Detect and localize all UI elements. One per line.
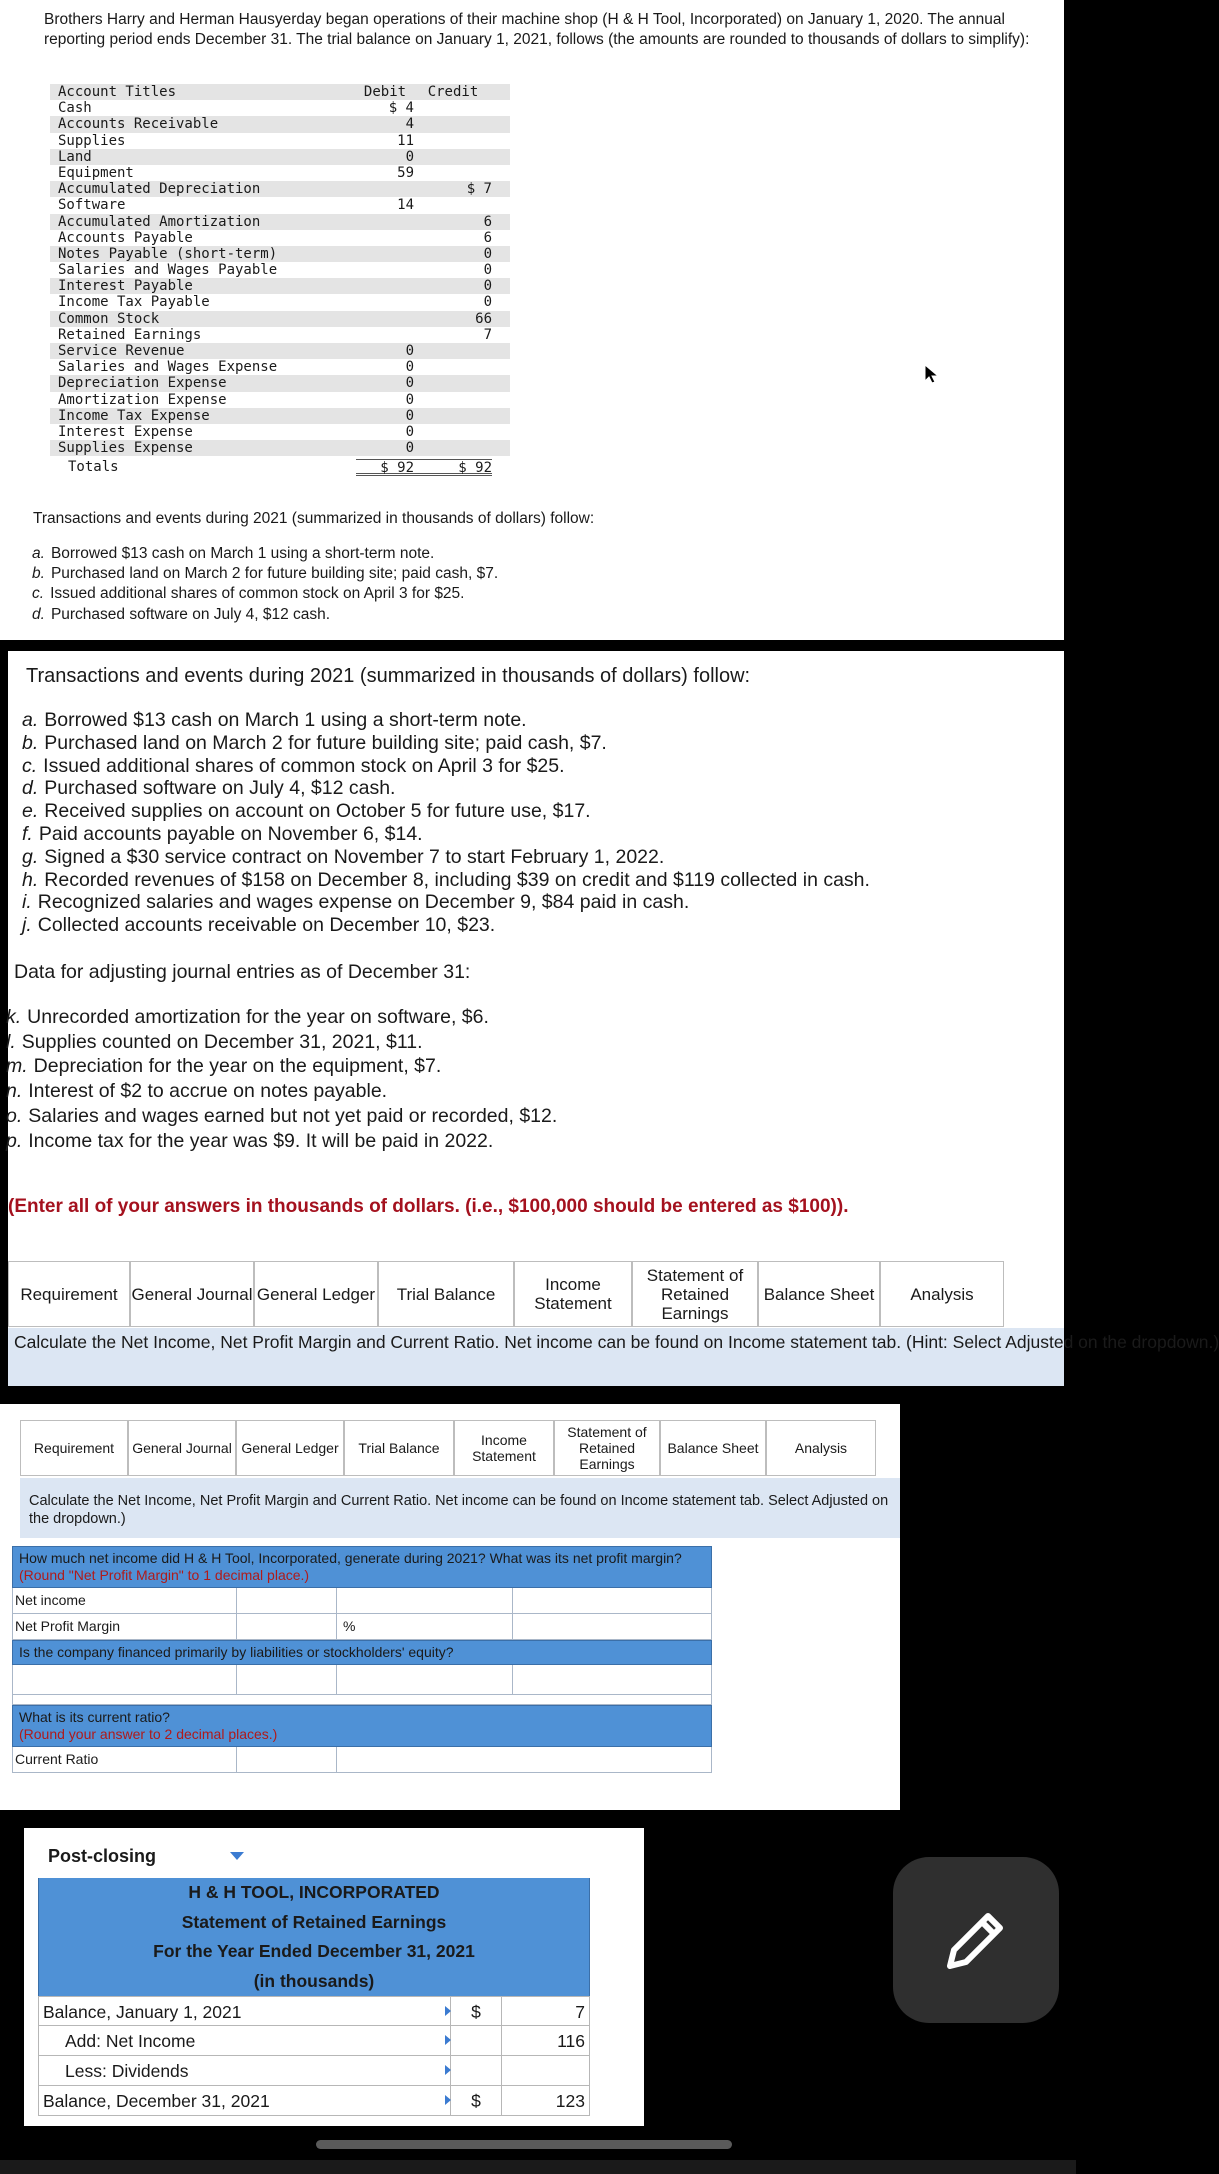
- list-item-key: b.: [32, 565, 45, 583]
- list-item-text: Received supplies on account on October 5 for future use, $17.: [44, 800, 591, 823]
- current-ratio-label: Current Ratio: [15, 1751, 99, 1767]
- list-item-text: Issued additional shares of common stock on April 3 for $25.: [43, 754, 565, 777]
- company-name: H & H TOOL, INCORPORATED: [38, 1878, 590, 1908]
- credit-amount: [414, 343, 492, 359]
- trial-balance-row: [50, 246, 510, 262]
- net-income-input[interactable]: [237, 1588, 336, 1613]
- credit-amount: 0: [483, 278, 492, 295]
- list-item-key: a.: [32, 545, 45, 562]
- list-item-text: Issued additional shares of common stock on April 3 for $25.: [50, 585, 465, 603]
- account-title: Amortization Expense: [58, 391, 227, 408]
- statement-row-value[interactable]: 7: [501, 1997, 589, 2025]
- trial-balance-row: [50, 278, 510, 294]
- home-indicator: [316, 2140, 732, 2149]
- credit-amount: 66: [475, 310, 492, 327]
- list-item-text: Salaries and wages earned but not yet paid or recorded, $12.: [28, 1104, 558, 1127]
- statement-period: For the Year Ended December 31, 2021: [38, 1937, 590, 1967]
- tab-income-statement[interactable]: Income Statement: [454, 1420, 554, 1476]
- statement-of-retained-earnings: [38, 1878, 590, 2116]
- trial-balance-row: [50, 311, 510, 327]
- net-income-question-text: How much net income did H & H Tool, Incorporated, generate during 2021? What was its net profit margin?: [19, 1550, 682, 1566]
- list-item-key: g.: [22, 845, 39, 868]
- list-item-key: f.: [22, 822, 33, 845]
- list-item-key: h.: [22, 868, 39, 891]
- credit-amount: [414, 197, 492, 213]
- financing-answer-row: [12, 1665, 712, 1695]
- list-item-key: a.: [22, 709, 39, 731]
- debit-amount: 0: [405, 359, 414, 376]
- trial-balance-row: [50, 181, 510, 197]
- tab-trial-balance[interactable]: Trial Balance: [344, 1420, 454, 1476]
- list-item-key: e.: [22, 800, 39, 823]
- credit-amount: 0: [483, 245, 492, 262]
- list-item-text: Interest of $2 to accrue on notes payable.: [28, 1080, 388, 1103]
- statement-row-label[interactable]: [39, 2056, 451, 2085]
- list-item: [32, 544, 498, 564]
- list-item: [32, 584, 498, 604]
- retained-earnings-panel: [24, 1828, 644, 2126]
- trial-balance-row: [50, 133, 510, 149]
- list-item-key: i.: [22, 891, 32, 914]
- debit-amount: [356, 246, 414, 262]
- account-title: Salaries and Wages Payable: [58, 262, 278, 279]
- credit-amount: 0: [483, 294, 492, 311]
- credit-amount: [414, 133, 492, 149]
- trial-balance-totals: [50, 459, 510, 475]
- trial-balance-row: [50, 359, 510, 375]
- credit-amount: 6: [483, 213, 492, 230]
- list-item-key: n.: [6, 1080, 23, 1103]
- debit-amount: 0: [405, 148, 414, 165]
- trial-balance-row: [50, 327, 510, 343]
- net-profit-margin-label: Net Profit Margin: [15, 1618, 121, 1634]
- statement-row-label[interactable]: [39, 2026, 451, 2055]
- analysis-instructions: Calculate the Net Income, Net Profit Margin and Current Ratio. Net income can be found on Income statement tab. Select Adjusted on the dropdown.): [20, 1478, 900, 1538]
- tab-analysis[interactable]: Analysis: [880, 1261, 1004, 1327]
- net-profit-margin-input[interactable]: [237, 1614, 336, 1639]
- credit-amount: $ 7: [466, 181, 492, 198]
- problem-panel-middle: [6, 651, 1219, 1386]
- credit-amount: [414, 116, 492, 132]
- list-item: [6, 1079, 557, 1104]
- account-title: Service Revenue: [58, 343, 185, 359]
- account-title: Income Tax Payable: [58, 294, 210, 311]
- trial-balance-row: [50, 214, 510, 230]
- tab-general-ledger[interactable]: General Ledger: [254, 1261, 378, 1327]
- account-title: Cash: [58, 100, 92, 117]
- adjustments-title: Data for adjusting journal entries as of December 31:: [14, 961, 471, 983]
- list-item: [32, 605, 498, 625]
- list-item-text: Paid accounts payable on November 6, $14.: [38, 822, 423, 845]
- trial-balance-row: [50, 149, 510, 165]
- account-title: Accounts Receivable: [58, 116, 219, 133]
- debit-amount: [356, 230, 414, 246]
- statement-units: (in thousands): [38, 1967, 590, 1997]
- statement-title: Statement of Retained Earnings: [38, 1908, 590, 1938]
- account-title: Salaries and Wages Expense: [58, 359, 278, 376]
- chevron-down-icon: [230, 1852, 244, 1860]
- trial-balance-table: [50, 84, 510, 476]
- net-profit-margin-row: [12, 1614, 712, 1640]
- list-item: [22, 732, 870, 755]
- enter-answers-note: (Enter all of your answers in thousands of dollars. (i.e., $100,000 should be entered as $100)).: [8, 1196, 849, 1217]
- financing-answer-select[interactable]: [13, 1665, 236, 1694]
- debit-amount: 14: [397, 197, 414, 214]
- trial-balance-row: [50, 230, 510, 246]
- statement-row-value[interactable]: [501, 2056, 589, 2085]
- credit-amount: [414, 424, 492, 440]
- credit-amount: 6: [483, 229, 492, 246]
- debit-amount: 4: [405, 116, 414, 133]
- trial-balance-row: [50, 116, 510, 132]
- current-ratio-input[interactable]: [237, 1747, 336, 1772]
- statement-row-label[interactable]: [39, 2086, 451, 2115]
- list-item: [22, 823, 870, 846]
- trial-balance-row: [50, 343, 510, 359]
- list-item: [22, 777, 870, 800]
- requirement-tabs: [20, 1420, 876, 1476]
- list-item-text: Purchased land on March 2 for future building site; paid cash, $7.: [50, 565, 499, 583]
- problem-panel-top: [0, 0, 1064, 640]
- list-item: [22, 891, 870, 914]
- list-item-text: Purchased software on July 4, $12 cash.: [44, 777, 396, 800]
- list-item: [22, 755, 870, 778]
- tab-requirement[interactable]: Requirement: [20, 1420, 128, 1476]
- credit-amount: 0: [483, 262, 492, 279]
- list-item-text: Unrecorded amortization for the year on software, $6.: [27, 1006, 489, 1028]
- tab-analysis[interactable]: Analysis: [766, 1420, 876, 1476]
- credit-amount: [414, 392, 492, 408]
- problem-intro: Brothers Harry and Herman Hausyerday began operations of their machine shop (H & H Tool, Incorporated) on January 1, 2020. The annual reporting period ends December 31. The trial balance on January 1, 2021, follows (the amounts are rounded to thousands of dollars to simplify):: [44, 11, 1030, 48]
- list-item-key: j.: [22, 914, 32, 937]
- credit-amount: [414, 100, 492, 116]
- debit-amount: [356, 181, 414, 197]
- list-item-key: k.: [6, 1006, 22, 1028]
- trial-balance-header: [50, 84, 510, 100]
- totals-label: Totals: [68, 459, 119, 476]
- statement-row-value[interactable]: 116: [501, 2026, 589, 2055]
- tab-balance-sheet[interactable]: Balance Sheet: [758, 1261, 880, 1327]
- list-item: [6, 1054, 557, 1079]
- statement-row: [38, 1996, 590, 2026]
- trial-balance-row: [50, 408, 510, 424]
- list-item: [6, 1129, 557, 1154]
- debit-amount: [356, 214, 414, 230]
- debit-header: Debit: [363, 84, 407, 100]
- credit-amount: [414, 149, 492, 165]
- transactions-list: [22, 709, 870, 937]
- list-item-key: p.: [6, 1129, 23, 1152]
- account-title: Accumulated Amortization: [58, 213, 261, 230]
- net-income-question: [12, 1546, 712, 1588]
- credit-amount: [414, 440, 492, 456]
- statement-row-label-text: Add: Net Income: [65, 2031, 196, 2051]
- list-item-key: o.: [6, 1104, 23, 1127]
- net-income-label: Net income: [15, 1592, 86, 1608]
- edit-button[interactable]: [893, 1857, 1059, 2023]
- pencil-icon: [940, 1904, 1012, 1976]
- list-item-text: Collected accounts receivable on December 10, $23.: [37, 914, 496, 937]
- statement-row: [38, 2056, 590, 2086]
- list-item-text: Income tax for the year was $9. It will be paid in 2022.: [28, 1129, 494, 1152]
- list-item-key: m.: [6, 1055, 28, 1078]
- financing-question-text: Is the company financed primarily by liabilities or stockholders' equity?: [19, 1644, 454, 1660]
- tab-balance-sheet[interactable]: Balance Sheet: [660, 1420, 766, 1476]
- account-title: Equipment: [58, 164, 134, 181]
- transactions-title: Transactions and events during 2021 (summarized in thousands of dollars) follow:: [33, 510, 595, 527]
- credit-amount: 7: [483, 326, 492, 343]
- list-item: [22, 846, 870, 869]
- account-title: Interest Payable: [58, 278, 193, 295]
- list-item-key: c.: [32, 585, 45, 603]
- debit-amount: 59: [397, 164, 414, 181]
- list-item-key: d.: [22, 777, 39, 800]
- trial-balance-row: [50, 375, 510, 391]
- current-ratio-question: [12, 1705, 712, 1747]
- statement-row-label-text: Balance, December 31, 2021: [43, 2091, 270, 2111]
- debit-amount: [356, 294, 414, 310]
- account-titles-header: Account Titles: [58, 84, 177, 100]
- list-item-key: c.: [22, 754, 38, 777]
- debit-amount: $ 4: [388, 100, 414, 117]
- account-title: Accumulated Depreciation: [58, 181, 261, 198]
- list-item-text: Purchased land on March 2 for future building site; paid cash, $7.: [44, 731, 607, 754]
- analysis-instructions: Calculate the Net Income, Net Profit Margin and Current Ratio. Net income can be found on Income statement tab. (Hint: Select Adjusted on the dropdown.): [8, 1328, 1064, 1386]
- trial-balance-row: [50, 392, 510, 408]
- account-title: Common Stock: [58, 310, 160, 327]
- list-item-key: d.: [32, 605, 45, 623]
- account-title: Software: [58, 197, 126, 214]
- debit-amount: 0: [405, 375, 414, 392]
- list-item: [6, 1030, 557, 1055]
- account-title: Notes Payable (short-term): [58, 245, 278, 262]
- statement-row-dollar: [451, 2026, 501, 2055]
- tab-statement-retained-earnings[interactable]: Statement of Retained Earnings: [554, 1420, 660, 1476]
- credit-amount: [414, 375, 492, 391]
- credit-amount: [414, 165, 492, 181]
- debit-amount: [356, 262, 414, 278]
- trial-balance-rows: [50, 100, 510, 456]
- tab-statement-retained-earnings[interactable]: Statement of Retained Earnings: [632, 1261, 758, 1327]
- statement-row-dollar: $: [471, 2002, 481, 2022]
- debit-amount: 0: [405, 423, 414, 440]
- list-item-key: b.: [22, 731, 39, 754]
- trial-balance-row: [50, 424, 510, 440]
- trial-balance-row: [50, 262, 510, 278]
- current-ratio-question-text: What is its current ratio?: [19, 1709, 170, 1725]
- statement-row-label[interactable]: [39, 1997, 451, 2025]
- financing-question: [12, 1640, 712, 1665]
- list-item: [22, 709, 870, 732]
- list-item-text: Supplies counted on December 31, 2021, $11.: [21, 1030, 423, 1053]
- list-item: [6, 1005, 557, 1030]
- statement-type-dropdown[interactable]: [42, 1842, 242, 1870]
- list-item-text: Purchased software on July 4, $12 cash.: [50, 605, 331, 623]
- trial-balance-row: [50, 165, 510, 181]
- list-item-text: Borrowed $13 cash on March 1 using a short-term note.: [50, 545, 435, 562]
- list-item: [6, 1104, 557, 1129]
- debit-amount: [356, 278, 414, 294]
- statement-row-dollar: [451, 2056, 501, 2085]
- account-title: Land: [58, 148, 92, 165]
- trial-balance-row: [50, 440, 510, 456]
- tab-general-journal[interactable]: General Journal: [128, 1420, 236, 1476]
- current-ratio-row: [12, 1747, 712, 1773]
- net-profit-margin-hint: (Round "Net Profit Margin" to 1 decimal place.): [19, 1567, 310, 1583]
- trial-balance-row: [50, 197, 510, 213]
- list-item-text: Recognized salaries and wages expense on December 9, $84 paid in cash.: [37, 891, 690, 914]
- debit-amount: [356, 311, 414, 327]
- mouse-cursor-icon: [924, 364, 940, 384]
- tab-trial-balance[interactable]: Trial Balance: [378, 1261, 514, 1327]
- list-item: [22, 800, 870, 823]
- account-title: Supplies: [58, 132, 126, 149]
- statement-row-label-text: Less: Dividends: [65, 2061, 189, 2081]
- trial-balance-row: [50, 100, 510, 116]
- list-item: [22, 869, 870, 892]
- tab-requirement[interactable]: Requirement: [8, 1261, 130, 1327]
- transactions-title: Transactions and events during 2021 (summarized in thousands of dollars) follow:: [26, 665, 751, 687]
- debit-amount: 0: [405, 407, 414, 424]
- account-title: Retained Earnings: [58, 326, 202, 343]
- net-income-row: [12, 1588, 712, 1614]
- transactions-list: [32, 544, 498, 625]
- debit-amount: 11: [397, 132, 414, 149]
- list-item-key: l.: [6, 1030, 16, 1053]
- statement-row: [38, 2026, 590, 2056]
- tab-general-ledger[interactable]: General Ledger: [236, 1420, 344, 1476]
- list-item-text: Depreciation for the year on the equipment, $7.: [33, 1055, 442, 1078]
- account-title: Accounts Payable: [58, 229, 193, 246]
- totals-credit: $ 92: [414, 459, 492, 475]
- analysis-questions: [12, 1546, 712, 1773]
- account-title: Interest Expense: [58, 423, 193, 440]
- requirement-tabs: [8, 1261, 1004, 1327]
- debit-amount: 0: [405, 440, 414, 457]
- statement-row: [38, 2086, 590, 2116]
- list-item: [22, 914, 870, 937]
- debit-amount: [356, 327, 414, 343]
- debit-amount: 0: [405, 343, 414, 359]
- totals-debit: $ 92: [356, 459, 414, 475]
- tab-income-statement[interactable]: Income Statement: [514, 1261, 632, 1327]
- trial-balance-row: [50, 294, 510, 310]
- credit-amount: [414, 408, 492, 424]
- debit-amount: 0: [405, 391, 414, 408]
- list-item: [32, 564, 498, 584]
- list-item-text: Signed a $30 service contract on November 7 to start February 1, 2022.: [44, 845, 665, 868]
- account-title: Supplies Expense: [58, 440, 193, 457]
- statement-row-dollar: $: [471, 2091, 481, 2111]
- bottom-strip: [0, 2160, 1076, 2174]
- list-item-text: Recorded revenues of $158 on December 8, including $39 on credit and $119 collected in cash.: [44, 868, 870, 891]
- credit-header: Credit: [427, 84, 479, 100]
- analysis-panel: [0, 1404, 900, 1810]
- statement-row-label-text: Balance, January 1, 2021: [43, 2002, 242, 2022]
- adjustments-list: [6, 1005, 557, 1153]
- account-title: Income Tax Expense: [58, 407, 210, 424]
- dropdown-value: Post-closing: [48, 1845, 157, 1866]
- account-title: Depreciation Expense: [58, 375, 227, 392]
- percent-sign: %: [343, 1618, 356, 1634]
- current-ratio-hint: (Round your answer to 2 decimal places.): [19, 1726, 278, 1742]
- statement-row-value[interactable]: 123: [501, 2086, 589, 2115]
- tab-general-journal[interactable]: General Journal: [130, 1261, 254, 1327]
- list-item-text: Borrowed $13 cash on March 1 using a short-term note.: [44, 709, 527, 731]
- credit-amount: [414, 359, 492, 375]
